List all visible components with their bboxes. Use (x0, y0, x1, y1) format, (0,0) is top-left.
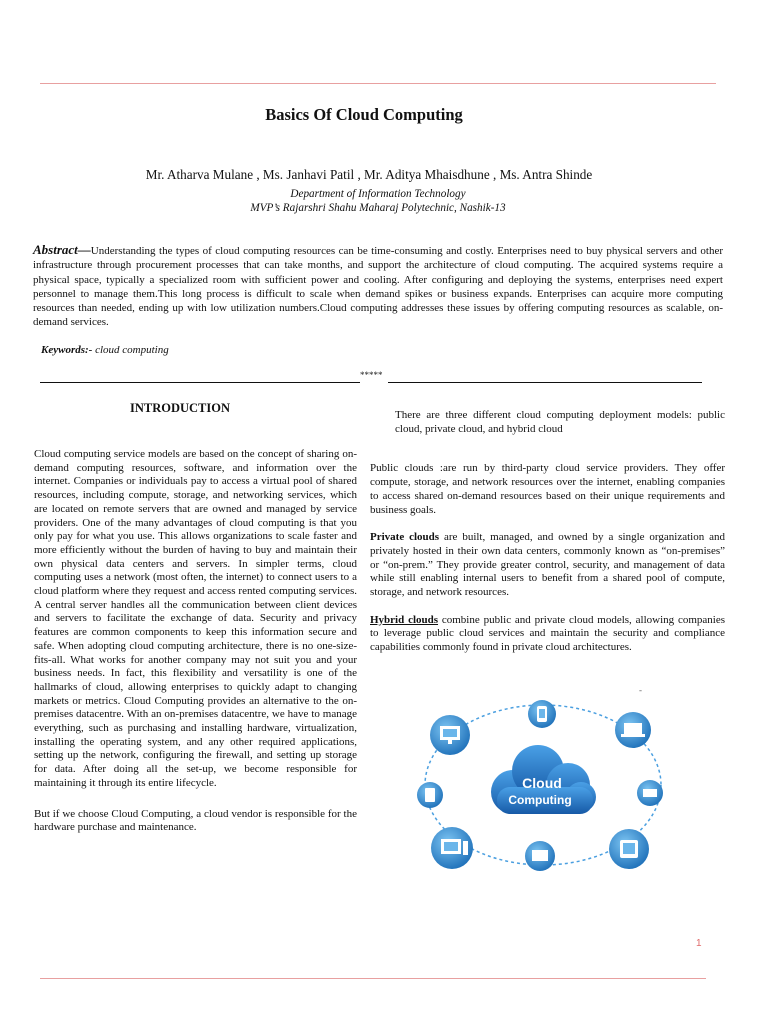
abstract-label: Abstract— (33, 242, 91, 257)
device-printer-icon (637, 780, 663, 806)
keywords-label: Keywords:- (41, 344, 93, 356)
footer-rule (40, 978, 706, 979)
device-phone-icon (528, 700, 556, 728)
separator-line-left (40, 382, 360, 383)
cloud-computing-figure (405, 693, 685, 881)
cloud-label-line1: Cloud (522, 775, 562, 791)
affiliation (0, 187, 756, 215)
separator-line-right (388, 382, 702, 383)
abstract (33, 243, 723, 330)
page-number: 1 (696, 938, 702, 949)
device-desktop-icon (431, 827, 473, 869)
private-cloud-text: are built, managed, and owned by a single organization and privately hosted in their own data centers, commonly known as “on-premises” or “on-prem.” They provide greater control, security, and management of data while still enabling internal users to benefit from a shared pool of compute, storage, and network resources. (370, 531, 725, 599)
hybrid-cloud-term: Hybrid clouds (370, 613, 439, 626)
hybrid-cloud-text: combine public and private cloud models, allowing companies to leverage public cloud services and maintain the security and compliance capabilities commonly found in private cloud architectures. (370, 613, 726, 654)
public-cloud-paragraph: Public clouds :are run by third-party cloud service providers. They offer compute, storage, and network resources over the internet, enabling companies to access shared on-demand resources based on their unique requirements and business goals. (370, 462, 725, 516)
device-small-tablet-icon (417, 782, 443, 808)
section-heading-introduction: INTRODUCTION (130, 401, 231, 415)
header-rule (40, 83, 716, 84)
keywords-text: cloud computing (92, 344, 169, 356)
intro-paragraph-1: Cloud computing service models are based on the concept of sharing on-demand computing resources, software, and information over the internet. Companies or individuals pay to access a virtual pool of shared resources, including compute, storage, and networking services, which are located on remote servers that are owned and managed by service providers. One of the many advantages of cloud computing is that you only pay for what you use. This allows organizations to scale faster and more efficiently without the burden of having to buy and maintain their own physical data centers and servers. In simpler terms, cloud computing uses a network (most often, the internet) to connect users to a cloud platform where they request and access rented computing services. A central server handles all the communication between client devices and servers to facilitate the exchange of data. Security and privacy features are common components to keep this information secure and safe. When adopting cloud computing architecture, there is no one-size-fits-all. What works for another company may not suit you and your business needs. In fact, this flexibility and versatility is one of the hallmarks of cloud, allowing enterprises to quickly adapt to changing markets or metrics. Cloud Computing provides an alternative to the on-premises datacentre. With an on-premises datacentre, we have to manage everything, such as purchasing and installing hardware, virtualization, installing the operating system, and any other required applications, setting up the network, configuring the firewall, and setting up storage for data. After doing all the set-up, we become responsible for maintaining it through its entire lifecycle. (34, 448, 357, 789)
separator-stars: ***** (360, 370, 383, 380)
keywords (41, 344, 169, 356)
private-cloud-paragraph (370, 531, 725, 600)
stray-mark: - (639, 685, 642, 695)
cloud-label-line2: Computing (508, 793, 572, 807)
institution: MVP’s Rajarshri Shahu Maharaj Polytechnic, Nashik-13 (250, 202, 506, 214)
abstract-text: Understanding the types of cloud computing resources can be time-consuming and costly. Enterprises need to buy physical servers and other infrastructure through procurement processes that can take months, and support the architecture of cloud computing. The acquired systems require a physical space, typically a specialized room with sufficient power and cooling. After configuring and deploying the systems, enterprises need expert personnel to manage them.This long process is difficult to scale when demand spikes or business expands. Enterprises can acquire more computing resources than needed, ending up with low utilization numbers.Cloud computing addresses these issues by offering computing resources as scalable, on-demand services. (33, 245, 723, 329)
left-column (34, 448, 357, 852)
device-pc-icon (525, 841, 555, 871)
intro-paragraph-2: But if we choose Cloud Computing, a cloud vendor is responsible for the hardware purchase and maintenance. (34, 807, 357, 834)
paper-title: Basics Of Cloud Computing (265, 105, 463, 124)
deployment-models-intro: There are three different cloud computing deployment models: public cloud, private cloud, and hybrid cloud (395, 409, 725, 435)
private-cloud-term: Private clouds (370, 531, 440, 544)
author-list: Mr. Atharva Mulane , Ms. Janhavi Patil , Mr. Aditya Mhaisdhune , Ms. Antra Shinde (145, 167, 593, 182)
right-column (370, 409, 725, 669)
department: Department of Information Technology (290, 188, 466, 200)
device-tablet-icon (609, 829, 649, 869)
hybrid-cloud-paragraph (370, 614, 725, 655)
device-monitor-icon (430, 715, 470, 755)
device-laptop-icon (615, 712, 651, 748)
